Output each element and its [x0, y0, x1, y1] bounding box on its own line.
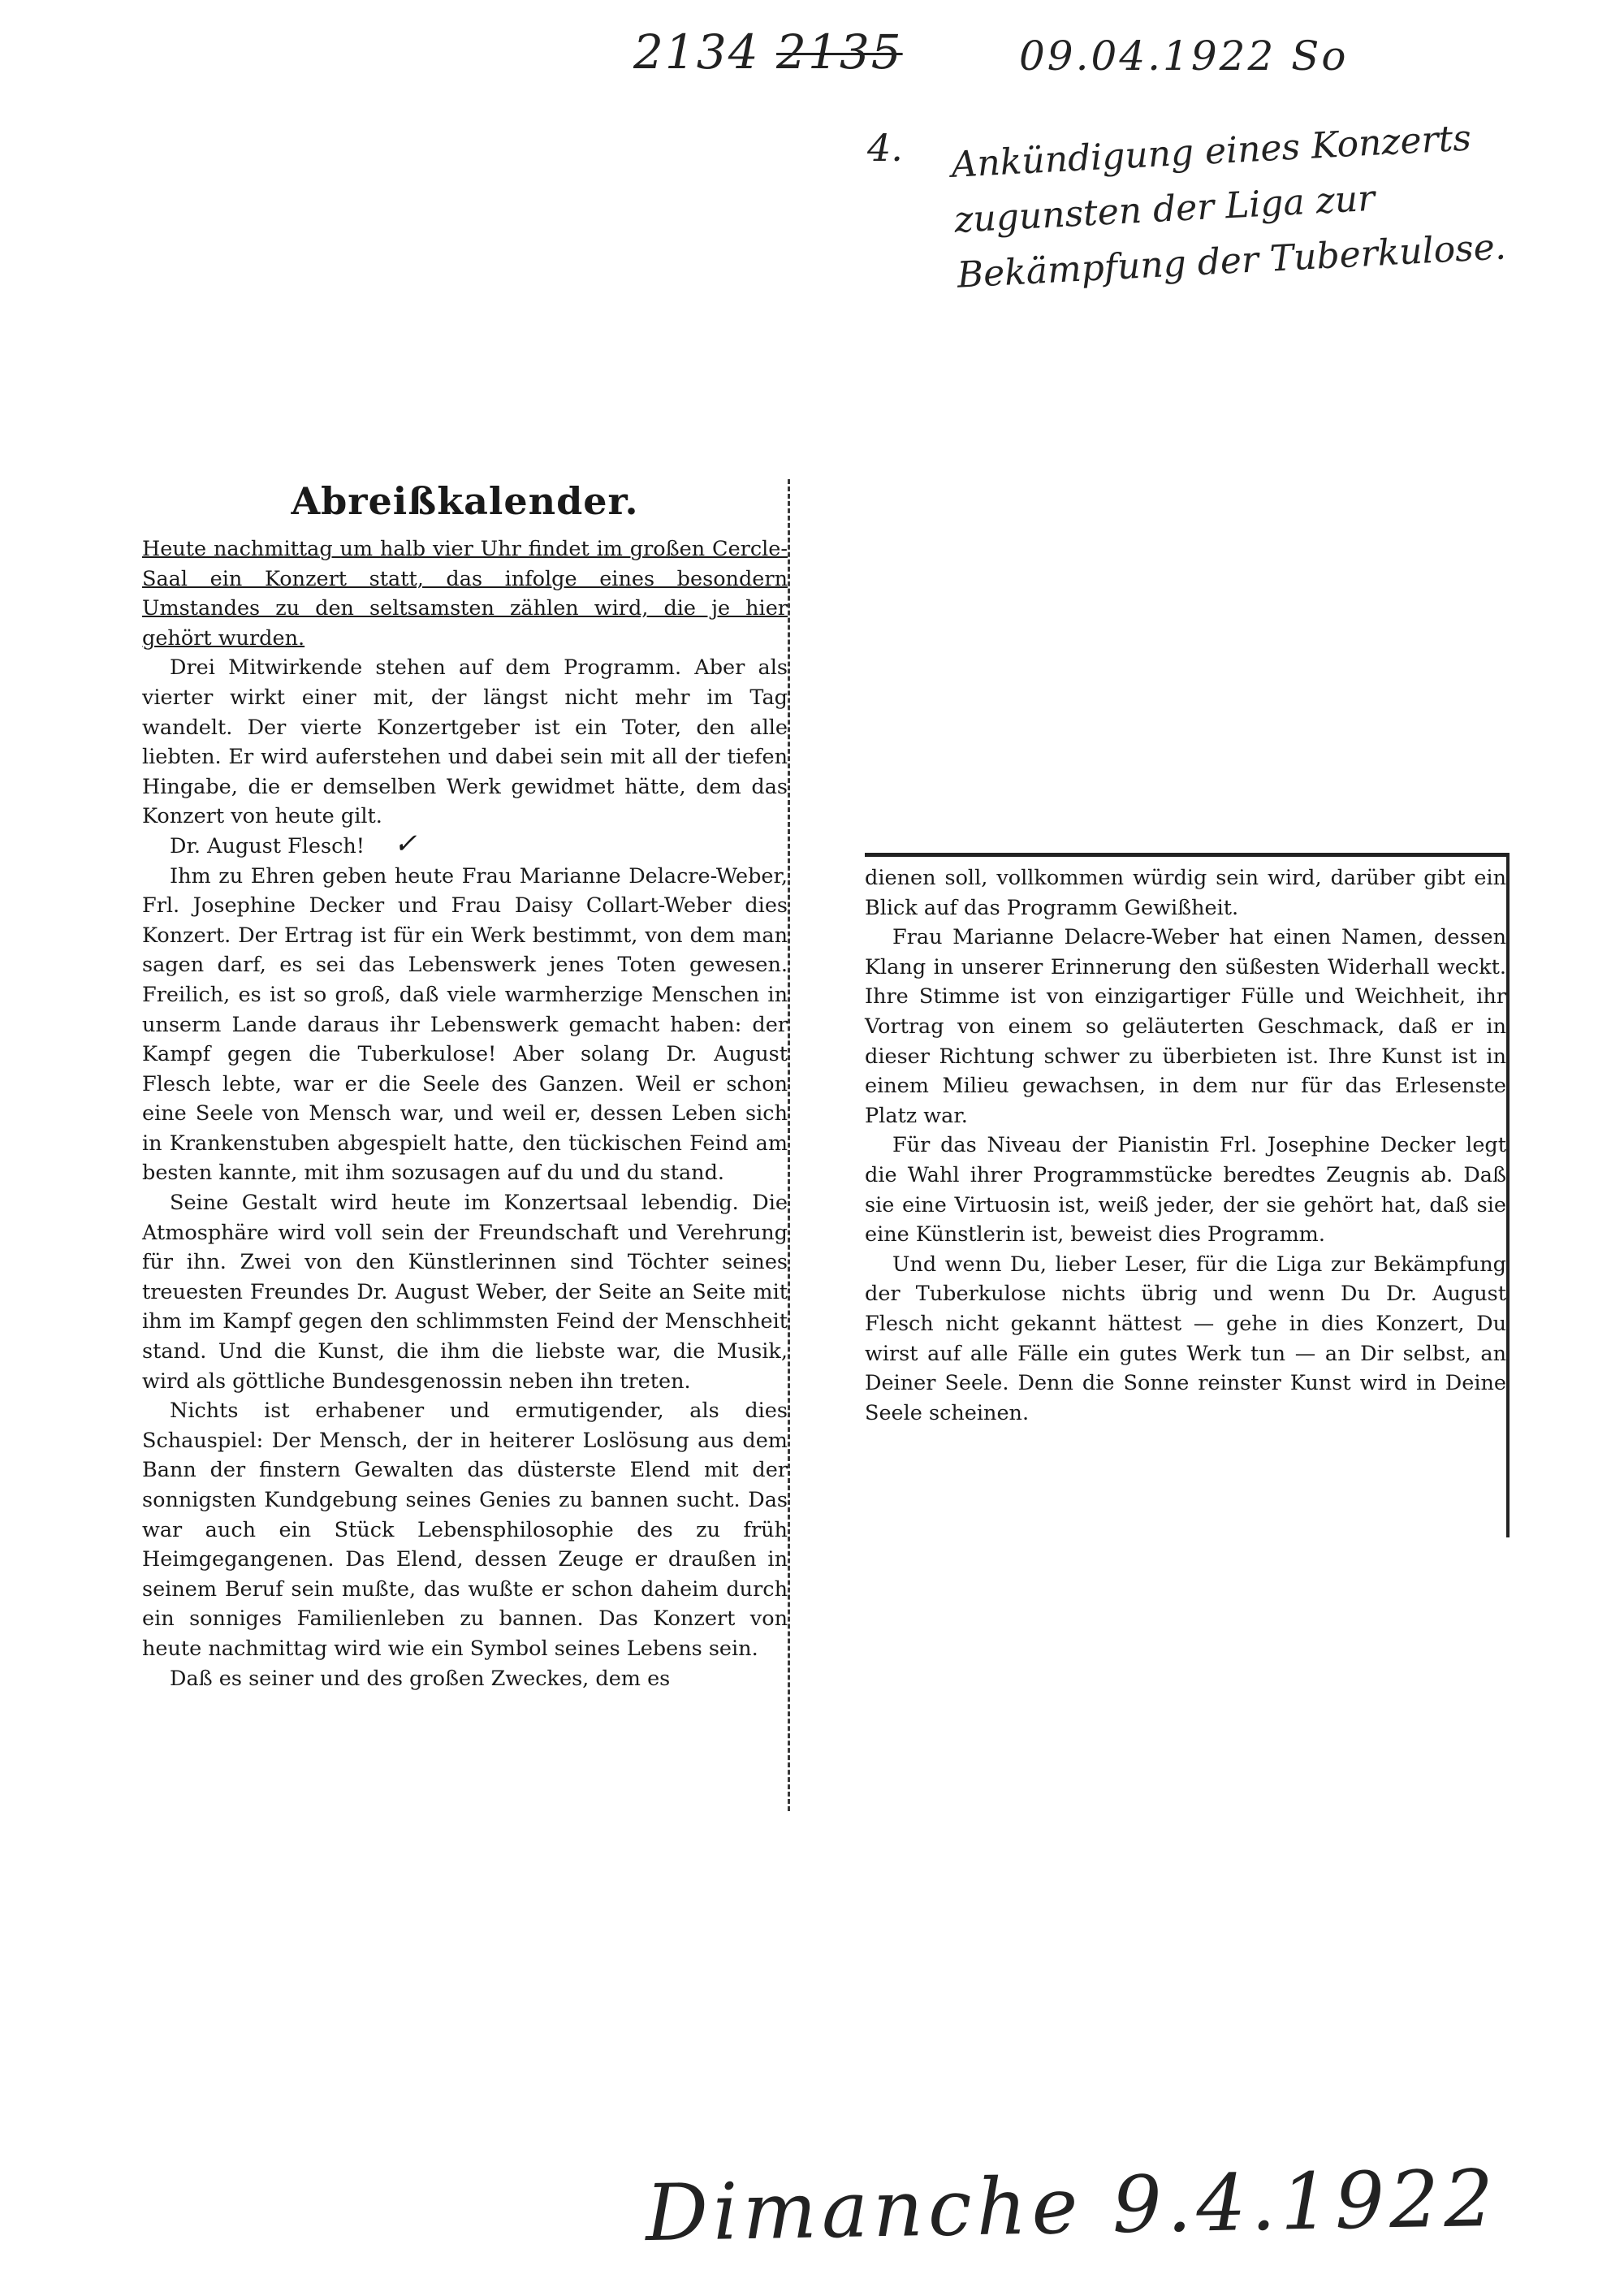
paragraph: Nichts ist erhabener und ermutigender, als dies Schauspiel: Der Mensch, der in heiterer Loslösung aus dem Bann der finstern Gewalten das düsterste Elend mit der sonnigsten Kundgebung seines Genies zu bannen sucht. Das war auch ein Stück Lebensphilosophie des zu früh Heimgegangenen. Das Elend, dessen Zeuge er draußen in seinem Beruf sein mußte, das wußte er schon daheim durch ein sonniges Familienleben zu bannen. Das Konzert von heute nachmittag wird wie ein Symbol seines Lebens sein.	[142, 1399, 788, 1661]
paragraph: Seine Gestalt wird heute im Konzertsaal lebendig. Die Atmosphäre wird voll sein der Freundschaft und Verehrung für ihn. Zwei von den Künstlerinnen sind Töchter seines treuesten Freundes Dr. August Weber, der Seite an Seite mit ihm im Kampf gegen den schlimmsten Feind der Menschheit stand. Und die Kunst, die ihm die liebste war, die Musik, wird als göttliche Bundesgenossin neben ihn treten.	[142, 1191, 788, 1394]
header-date: 09.04.1922 So	[1019, 32, 1349, 80]
article-title: Abreißkalender.	[291, 479, 639, 523]
paragraph-name	[142, 827, 788, 862]
article-body-left	[142, 534, 788, 1693]
paragraph: Daß es seiner und des großen Zweckes, dem es	[170, 1666, 671, 1691]
archive-number-current: 2134	[633, 24, 760, 80]
handwritten-note: Ankündigung eines Konzerts zugunsten der Liga zur Bekämpfung der Tuberkulose.	[950, 117, 1507, 296]
article-body-right	[865, 863, 1506, 1428]
paragraph: Ihm zu Ehren geben heute Frau Marianne Delacre-Weber, Frl. Josephine Decker und Frau Daisy Collart-Weber dies Konzert. Der Ertrag ist für ein Werk bestimmt, von dem man sagen darf, es sei das Lebenswerk jenes Toten gewesen. Freilich, es ist so groß, daß viele warmherzige Menschen in unserm Lande daraus ihr Lebenswerk gemacht haben: der Kampf gegen die Tuberkulose! Aber solang Dr. August Flesch lebte, war er die Seele des Ganzen. Weil er schon eine Seele von Mensch war, und weil er, dessen Leben sich in Krankenstuben abgespielt hatte, den tückischen Feind am besten kannte, mit ihm sozusagen auf du und du stand.	[142, 863, 788, 1186]
paragraph: Heute nachmittag um halb vier Uhr findet im großen Cercle-Saal ein Konzert statt, das infolge eines besondern Umstandes zu den seltsamsten zählen wird, die je hier gehört wurden.	[142, 537, 788, 651]
paragraph: Für das Niveau der Pianistin Frl. Josephine Decker legt die Wahl ihrer Programmstücke beredtes Zeugnis ab. Daß sie eine Virtuosin ist, weiß jeder, der sie gehört hat, daß sie eine Künstlerin ist, beweist dies Programm.	[865, 1133, 1506, 1247]
name-text: Dr. August Flesch!	[170, 833, 365, 858]
paragraph: Und wenn Du, lieber Leser, für die Liga zur Bekämpfung der Tuberkulose nichts übrig und wenn Du Dr. August Flesch nicht gekannt hättest — gehe in dies Konzert, Du wirst auf alle Fälle ein gutes Werk tun — an Dir selbst, an Deiner Seele. Denn die Sonne reinster Kunst wird in Deine Seele scheinen.	[865, 1252, 1506, 1425]
check-mark-icon: ✓	[394, 827, 417, 860]
paragraph: dienen soll, vollkommen würdig sein wird, darüber gibt ein Blick auf das Programm Gewißheit.	[865, 866, 1506, 920]
clipping-left-column	[142, 479, 790, 1811]
archive-number-struck: 2135	[776, 24, 903, 80]
archive-number	[633, 24, 903, 80]
paragraph: Frau Marianne Delacre-Weber hat einen Namen, dessen Klang in unserer Erinnerung den süßesten Widerhall weckt. Ihre Stimme ist von einzigartiger Fülle und Weichheit, ihr Vortrag von einem so geläuterten Geschmack, daß er in dieser Richtung schwer zu überbieten ist. Ihre Kunst ist in einem Milieu gewachsen, in dem nur für das Erlesenste Platz war.	[865, 925, 1506, 1128]
note-index: 4.	[867, 126, 903, 170]
clipping-right-column	[865, 853, 1510, 1537]
bottom-date: Dimanche 9.4.1922	[645, 2152, 1500, 2259]
paragraph: Drei Mitwirkende stehen auf dem Programm. Aber als vierter wirkt einer mit, der längst nicht mehr im Tag wandelt. Der vierte Konzertgeber ist ein Toter, den alle liebten. Er wird auferstehen und dabei sein mit all der tiefen Hingabe, die er demselben Werk gewidmet hätte, dem das Konzert von heute gilt.	[142, 655, 788, 829]
